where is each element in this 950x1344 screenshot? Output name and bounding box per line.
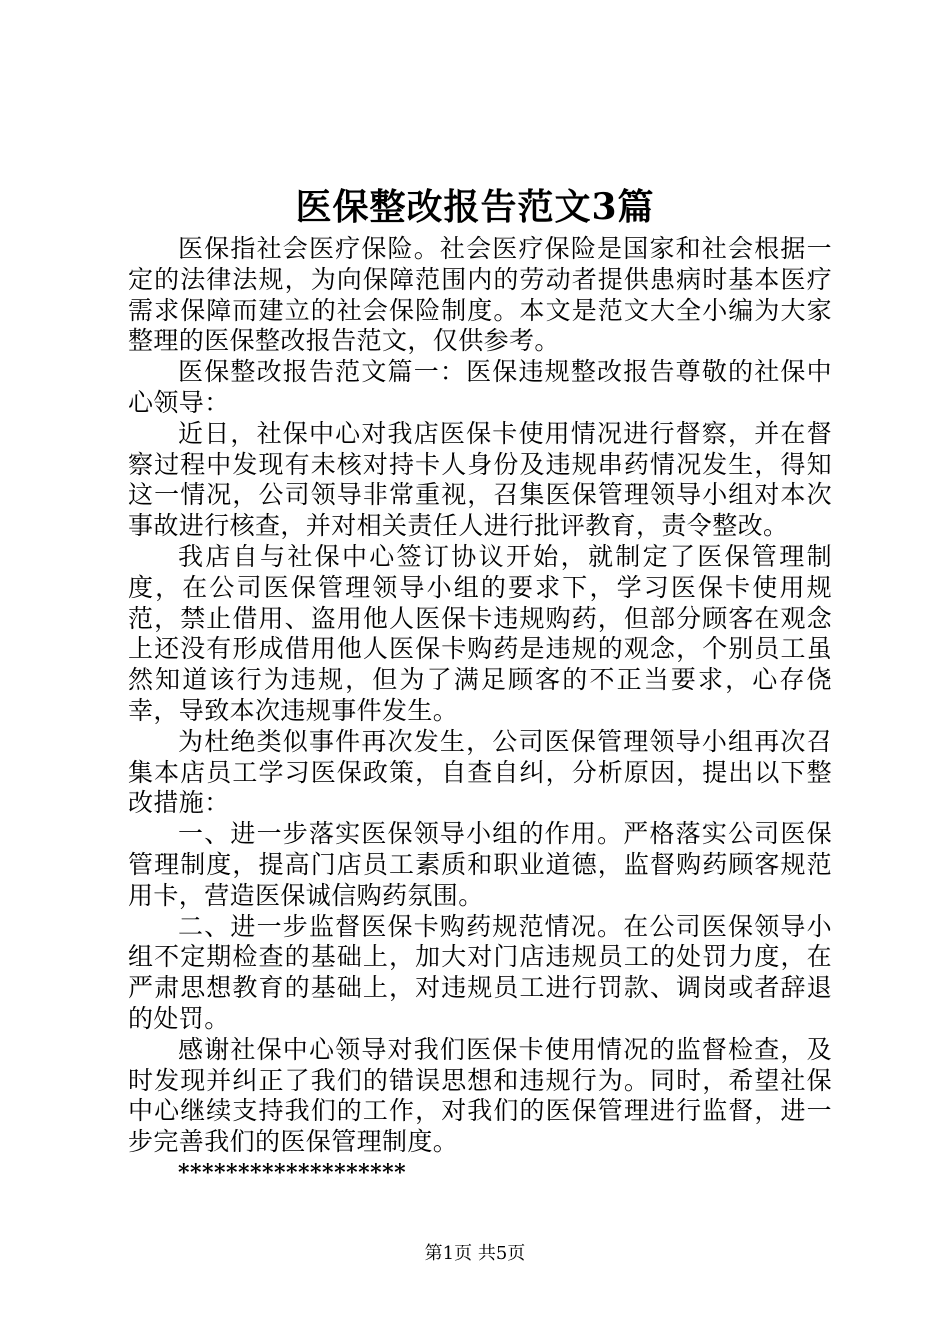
paragraph-measure-two: 二、进一步监督医保卡购药规范情况。在公司医保领导小组不定期检查的基础上，加大对门店违规员工的处罚力度，在严肃思想教育的基础上，对违规员工进行罚款、调岗或者辞退的处罚。: [128, 911, 832, 1033]
paragraph-thanks: 感谢社保中心领导对我们医保卡使用情况的监督检查，及时发现并纠正了我们的错误思想和违规行为。同时，希望社保中心继续支持我们的工作，对我们的医保管理进行监督，进一步完善我们的医保管理制度。: [128, 1034, 832, 1157]
paragraph-intro: 医保指社会医疗保险。社会医疗保险是国家和社会根据一定的法律法规，为向保障范围内的劳动者提供患病时基本医疗需求保障而建立的社会保险制度。本文是范文大全小编为大家整理的医保整改报告范文，仅供参考。: [128, 234, 832, 356]
paragraph-measures-intro: 为杜绝类似事件再次发生，公司医保管理领导小组再次召集本店员工学习医保政策，自查自纠，分析原因，提出以下整改措施：: [128, 726, 832, 818]
page-footer: 第1页 共5页: [424, 1243, 526, 1264]
paragraph-background: 我店自与社保中心签订协议开始，就制定了医保管理制度，在公司医保管理领导小组的要求下，学习医保卡使用规范，禁止借用、盗用他人医保卡违规购药，但部分顾客在观念上还没有形成借用他人医保卡购药是违规的观念，个别员工虽然知道该行为违规，但为了满足顾客的不正当要求，心存侥幸，导致本次违规事件发生。: [128, 541, 832, 725]
paragraph-measure-one: 一、进一步落实医保领导小组的作用。严格落实公司医保管理制度，提高门店员工素质和职业道德，监督购药顾客规范用卡，营造医保诚信购药氛围。: [128, 819, 832, 910]
document-body: [128, 234, 832, 1188]
paragraph-heading-part-one: 医保整改报告范文篇一：医保违规整改报告尊敬的社保中心领导：: [128, 357, 832, 417]
separator-stars: *******************: [178, 1159, 407, 1186]
document-title: 医保整改报告范文3篇: [295, 186, 655, 228]
paragraph-inspection: 近日，社保中心对我店医保卡使用情况进行督察，并在督察过程中发现有未核对持卡人身份及违规串药情况发生，得知这一情况，公司领导非常重视，召集医保管理领导小组对本次事故进行核查，并对相关责任人进行批评教育，责令整改。: [128, 418, 832, 541]
